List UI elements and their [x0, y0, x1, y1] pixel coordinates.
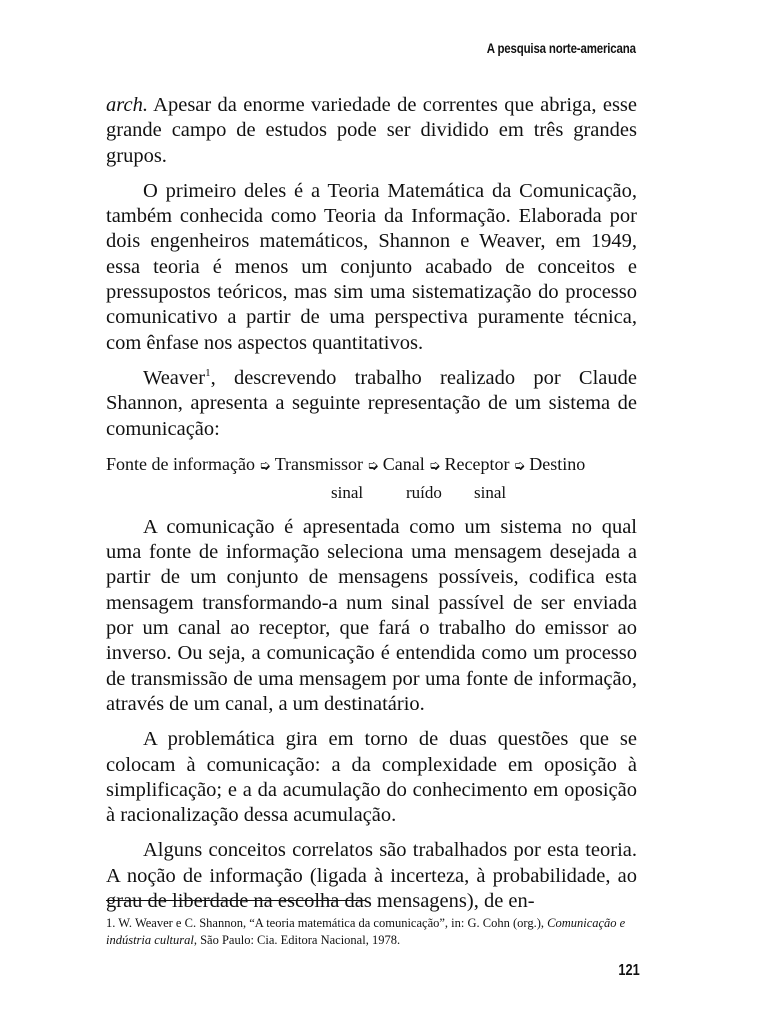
footnote-divider — [106, 900, 366, 901]
page-number: 121 — [618, 962, 640, 979]
paragraph-3-start: Weaver — [143, 366, 206, 389]
paragraph-6: Alguns conceitos correlatos são trabalhados por esta teoria. A noção de informação (ligada à incerteza, à probabilidade, ao grau de liberdade na escolha das mensagens), de en- — [106, 839, 637, 913]
arrow-icon: ➭ — [258, 458, 271, 474]
node-transmitter: Transmissor — [274, 453, 364, 474]
paragraph-3 — [106, 366, 637, 442]
paragraph-1-text: Apesar da enorme variedade de correntes que abriga, esse grande campo de estudos pode ser dividido em três grandes grupos. — [106, 94, 637, 167]
footnote-number: 1. — [106, 916, 116, 930]
paragraph-2: O primeiro deles é a Teoria Matemática da Comunicação, também conhecida como Teoria da Informação. Elaborada por dois engenheiros matemáticos, Shannon e Weaver, em 1949, essa teoria é menos um conjunto acabado de conceitos e pressupostos teóricos, mas sim uma sistematização do processo comunicativo a partir de uma perspectiva puramente técnica, com ênfase nos aspectos quantitativos. — [106, 179, 637, 354]
body-text — [106, 93, 637, 924]
label-noise: ruído — [406, 482, 442, 502]
footnote-text-b: , São Paulo: Cia. Editora Nacional, 1978. — [193, 933, 401, 947]
diagram-labels — [106, 481, 637, 505]
node-destination: Destino — [529, 453, 586, 474]
paragraph-3-text: , descrevendo trabalho realizado por Claude Shannon, apresenta a seguinte representação de um sistema de comunicação: — [106, 366, 637, 440]
node-source: Fonte de informação — [106, 453, 255, 474]
italic-fragment: arch. — [106, 94, 148, 116]
label-signal-2: sinal — [474, 482, 507, 502]
footnote-title: Comunicação e indústria cultural — [106, 916, 626, 947]
paragraph-5: A problemática gira em torno de duas questões que se colocam à comunicação: a da complexidade em oposição à simplificação; e a da acumulação do conhecimento em oposição à racionalização dessa acumulação. — [106, 728, 637, 827]
footnote — [106, 915, 646, 949]
running-head: A pesquisa norte-americana — [486, 40, 636, 56]
paragraph-1 — [106, 93, 637, 169]
arrow-icon: ➭ — [513, 458, 526, 474]
diagram-flow — [106, 452, 637, 479]
arrow-icon: ➭ — [367, 458, 379, 474]
communication-diagram — [106, 452, 637, 505]
footnote-ref[interactable]: 1 — [205, 367, 211, 380]
node-receiver: Receptor — [444, 453, 510, 474]
node-channel: Canal — [382, 453, 425, 474]
paragraph-4: A comunicação é apresentada como um sistema no qual uma fonte de informação seleciona uma mensagem desejada a partir de um conjunto de mensagens possíveis, codifica esta mensagem transformando-a num sinal passível de ser enviada por um canal ao receptor, que fará o trabalho do emissor ao inverso. Ou seja, a comunicação é entendida como um processo de transmissão de uma mensagem por uma fonte de informação, através de um canal, a um destinatário. — [106, 515, 637, 715]
footnote-text-a: W. Weaver e C. Shannon, “A teoria matemática da comunicação”, in: G. Cohn (org.), — [115, 916, 548, 930]
label-signal-1: sinal — [331, 482, 364, 502]
arrow-icon: ➭ — [428, 458, 441, 474]
